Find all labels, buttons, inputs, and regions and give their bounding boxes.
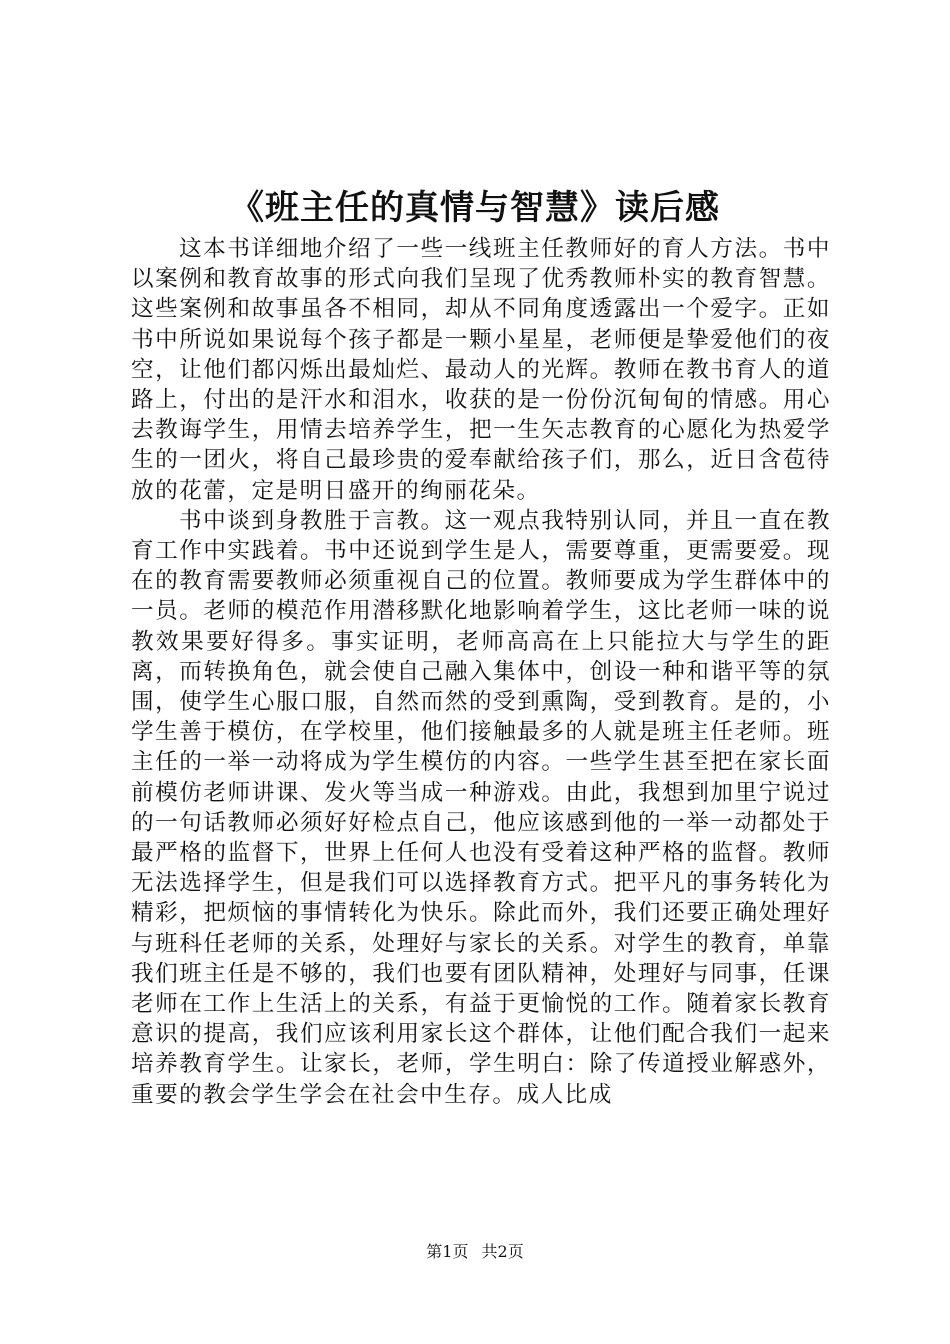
page-footer [0,1241,950,1263]
page-total: 共2页 [481,1242,524,1261]
document-title: 《班主任的真情与智慧》读后感 [230,188,720,228]
paragraph-2: 书中谈到身教胜于言教。这一观点我特别认同，并且一直在教育工作中实践着。书中还说到学生是人，需要尊重，更需要爱。现在的教育需要教师必须重视自己的位置。教师要成为学生群体中的一员。老师的模范作用潜移默化地影响着学生，这比老师一味的说教效果要好得多。事实证明，老师高高在上只能拉大与学生的距离，而转换角色，就会使自己融入集体中，创设一种和谐平等的氛围，使学生心服口服，自然而然的受到熏陶，受到教育。是的，小学生善于模仿，在学校里，他们接触最多的人就是班主任老师。班主任的一举一动将成为学生模仿的内容。一些学生甚至把在家长面前模仿老师讲课、发火等当成一种游戏。由此，我想到加里宁说过的一句话教师必须好好检点自己，他应该感到他的一举一动都处于最严格的监督下，世界上任何人也没有受着这种严格的监督。教师无法选择学生，但是我们可以选择教育方式。把平凡的事务转化为精彩，把烦恼的事情转化为快乐。除此而外，我们还要正确处理好与班科任老师的关系，处理好与家长的关系。对学生的教育，单靠我们班主任是不够的，我们也要有团队精神，处理好与同事，任课老师在工作上生活上的关系，有益于更愉悦的工作。随着家长教育意识的提高，我们应该利用家长这个群体，让他们配合我们一起来培养教育学生。让家长，老师，学生明白：除了传道授业解惑外，重要的教会学生学会在社会中生存。成人比成 [131,507,831,1108]
paragraph-1: 这本书详细地介绍了一些一线班主任教师好的育人方法。书中以案例和教育故事的形式向我们呈现了优秀教师朴实的教育智慧。这些案例和故事虽各不相同，却从不同角度透露出一个爱字。正如书中所说如果说每个孩子都是一颗小星星，老师便是挚爱他们的夜空，让他们都闪烁出最灿烂、最动人的光辉。教师在教书育人的道路上，付出的是汗水和泪水，收获的是一份份沉甸甸的情感。用心去教诲学生，用情去培养学生，把一生矢志教育的心愿化为热爱学生的一团火，将自己最珍贵的爱奉献给孩子们，那么，近日含苞待放的花蕾，定是明日盛开的绚丽花朵。 [131,236,831,504]
page-number: 第1页 [426,1242,469,1261]
document-body [131,234,831,1110]
